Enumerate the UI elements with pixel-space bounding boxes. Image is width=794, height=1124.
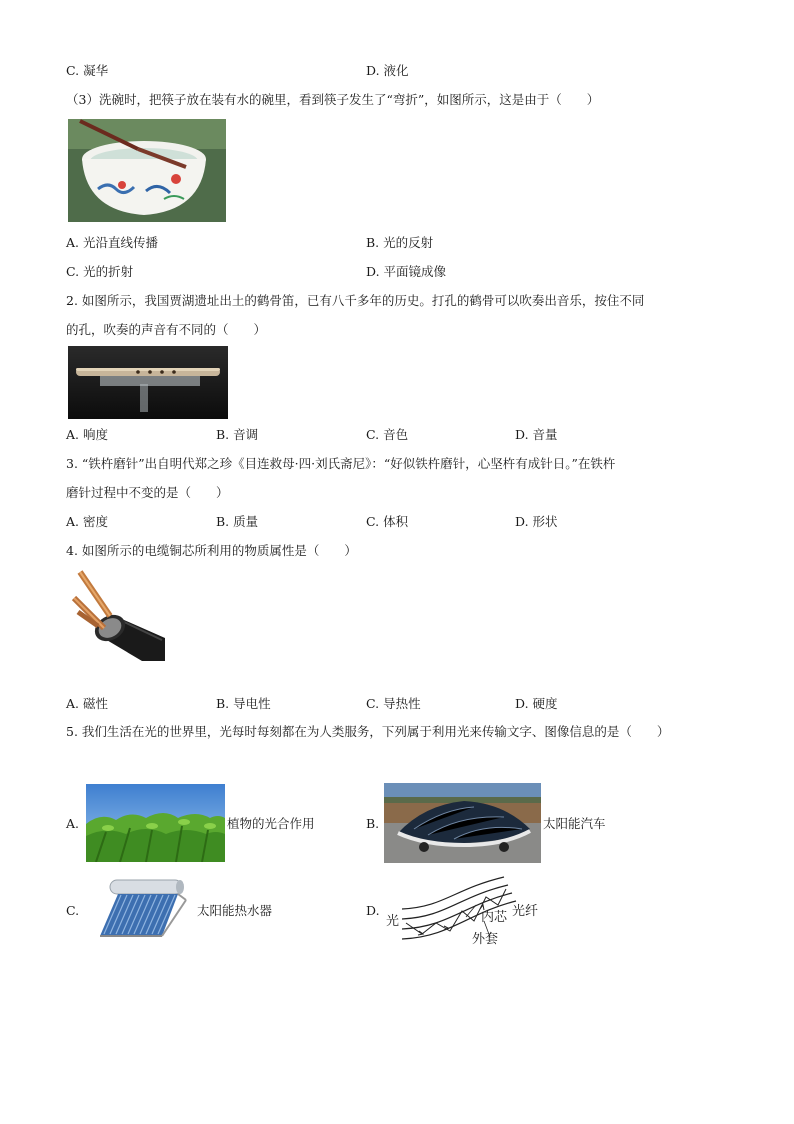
q3b-stem-line1: 3. “铁杵磨针”出自明代郑之珍《目连救母·四·刘氏斋尼》：“好似铁杵磨针，心坚杵有成针日。”在铁杵 xyxy=(66,456,616,471)
q5-stem: 5. 我们生活在光的世界里，光每时每刻都在为人类服务，下列属于利用光来传输文字、图像信息的是（ ） xyxy=(66,724,670,739)
q2-stem-line1: 2. 如图所示，我国贾湖遗址出土的鹤骨笛，已有八千多年的历史。打孔的鹤骨可以吹奏出音乐，按住不同 xyxy=(66,293,645,308)
q4-option-a: A. 磁性 xyxy=(66,696,108,711)
q5-option-d-letter: D. xyxy=(366,903,380,918)
q2-option-c: C. 音色 xyxy=(366,427,409,442)
q4-stem: 4. 如图所示的电缆铜芯所利用的物质属性是（ ） xyxy=(66,543,357,558)
q3-option-b: B. 光的反射 xyxy=(366,235,434,250)
fiber-label-cladding: 外套 xyxy=(472,932,499,947)
q4-option-b: B. 导电性 xyxy=(216,696,271,711)
option-c-condense: C. 凝华 xyxy=(66,63,109,78)
bowl-chopstick-image xyxy=(68,119,226,222)
q5-option-b-letter: B. xyxy=(366,816,380,831)
q5-option-a-text: 植物的光合作用 xyxy=(227,816,315,831)
q3b-option-d: D. 形状 xyxy=(515,514,558,529)
q3b-option-b: B. 质量 xyxy=(216,514,259,529)
q2-stem-line2: 的孔，吹奏的声音有不同的（ ） xyxy=(66,322,267,337)
q2-option-a: A. 响度 xyxy=(66,427,108,442)
q5-option-b-text: 太阳能汽车 xyxy=(543,816,606,831)
tea-plants-image xyxy=(86,784,225,862)
optical-fiber-diagram xyxy=(384,871,544,951)
solar-water-heater-image xyxy=(88,876,193,941)
fiber-label-light: 光 xyxy=(386,914,400,929)
option-d-liquefy: D. 液化 xyxy=(366,63,409,78)
q3b-option-c: C. 体积 xyxy=(366,514,409,529)
bone-flute-image xyxy=(68,346,228,419)
q5-option-c-text: 太阳能热水器 xyxy=(197,903,273,918)
copper-cable-image xyxy=(70,566,165,661)
q2-option-b: B. 音调 xyxy=(216,427,259,442)
q3b-stem-line2: 磨针过程中不变的是（ ） xyxy=(66,485,229,500)
q3-option-d: D. 平面镜成像 xyxy=(366,264,447,279)
fiber-label-fiber: 光纤 xyxy=(512,904,539,919)
q5-option-c-letter: C. xyxy=(66,903,80,918)
q5-option-a-letter: A. xyxy=(66,816,80,831)
solar-car-image xyxy=(384,783,541,863)
q4-option-c: C. 导热性 xyxy=(366,696,421,711)
q3-stem: （3）洗碗时，把筷子放在装有水的碗里，看到筷子发生了“弯折”，如图所示，这是由于（ ） xyxy=(66,92,600,107)
q3-option-c: C. 光的折射 xyxy=(66,264,134,279)
q2-option-d: D. 音量 xyxy=(515,427,558,442)
q3-option-a: A. 光沿直线传播 xyxy=(66,235,158,250)
fiber-label-core: 内芯 xyxy=(481,910,508,925)
q3b-option-a: A. 密度 xyxy=(66,514,108,529)
q4-option-d: D. 硬度 xyxy=(515,696,558,711)
